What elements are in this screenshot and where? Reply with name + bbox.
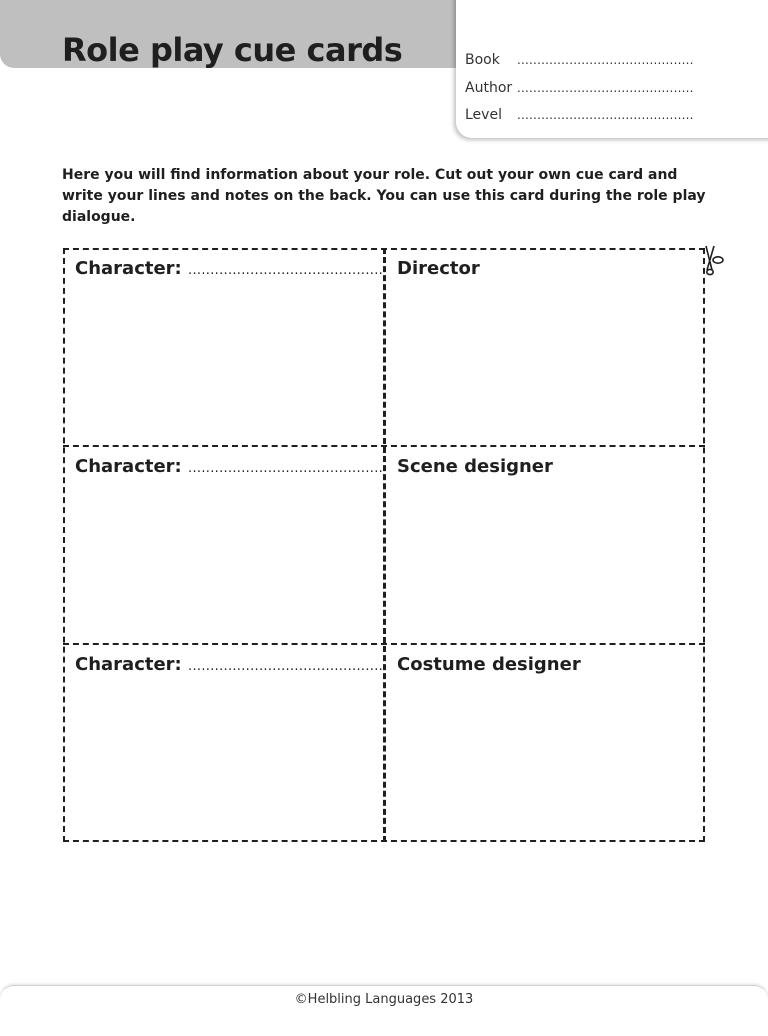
instructions: Here you will find information about your role. Cut out your own cue card and write your lines and notes on the back. You can use this card during the role play dialogue. [62, 167, 706, 225]
role-card-costume-designer[interactable] [397, 656, 581, 674]
character-label: Character: [75, 456, 182, 477]
character-blank[interactable]: ............................................ [188, 461, 384, 476]
cut-line-row1 [63, 445, 705, 447]
cut-line-row2 [63, 643, 705, 645]
cut-line-bottom [63, 840, 705, 842]
author-label: Author [465, 80, 513, 96]
role-label: Scene designer [397, 456, 553, 477]
character-label: Character: [75, 258, 182, 279]
book-field [465, 52, 694, 68]
cut-line-right [703, 248, 705, 842]
character-blank[interactable]: ............................................ [188, 659, 384, 674]
book-label: Book [465, 52, 500, 68]
role-card-director[interactable] [397, 260, 480, 278]
character-card-2[interactable] [75, 458, 383, 476]
author-field [465, 80, 694, 96]
scissors-icon [700, 244, 728, 276]
cut-line-top [63, 248, 705, 250]
level-label: Level [465, 107, 502, 123]
cut-line-middle [383, 248, 386, 842]
character-card-3[interactable] [75, 656, 383, 674]
level-blank[interactable]: ............................................ [517, 108, 694, 122]
role-label: Costume designer [397, 654, 581, 675]
character-label: Character: [75, 654, 182, 675]
level-field [465, 107, 694, 123]
cue-card-grid [63, 248, 705, 842]
cut-line-left [63, 248, 65, 842]
book-info-box [456, 0, 768, 138]
copyright: ©Helbling Languages 2013 [294, 992, 474, 1007]
book-blank[interactable]: ............................................ [517, 53, 694, 67]
role-label: Director [397, 258, 480, 279]
role-card-scene-designer[interactable] [397, 458, 553, 476]
character-card-1[interactable] [75, 260, 383, 278]
author-blank[interactable]: ............................................ [517, 81, 694, 95]
page-title: Role play cue cards [62, 31, 403, 69]
character-blank[interactable]: ............................................ [188, 263, 384, 278]
